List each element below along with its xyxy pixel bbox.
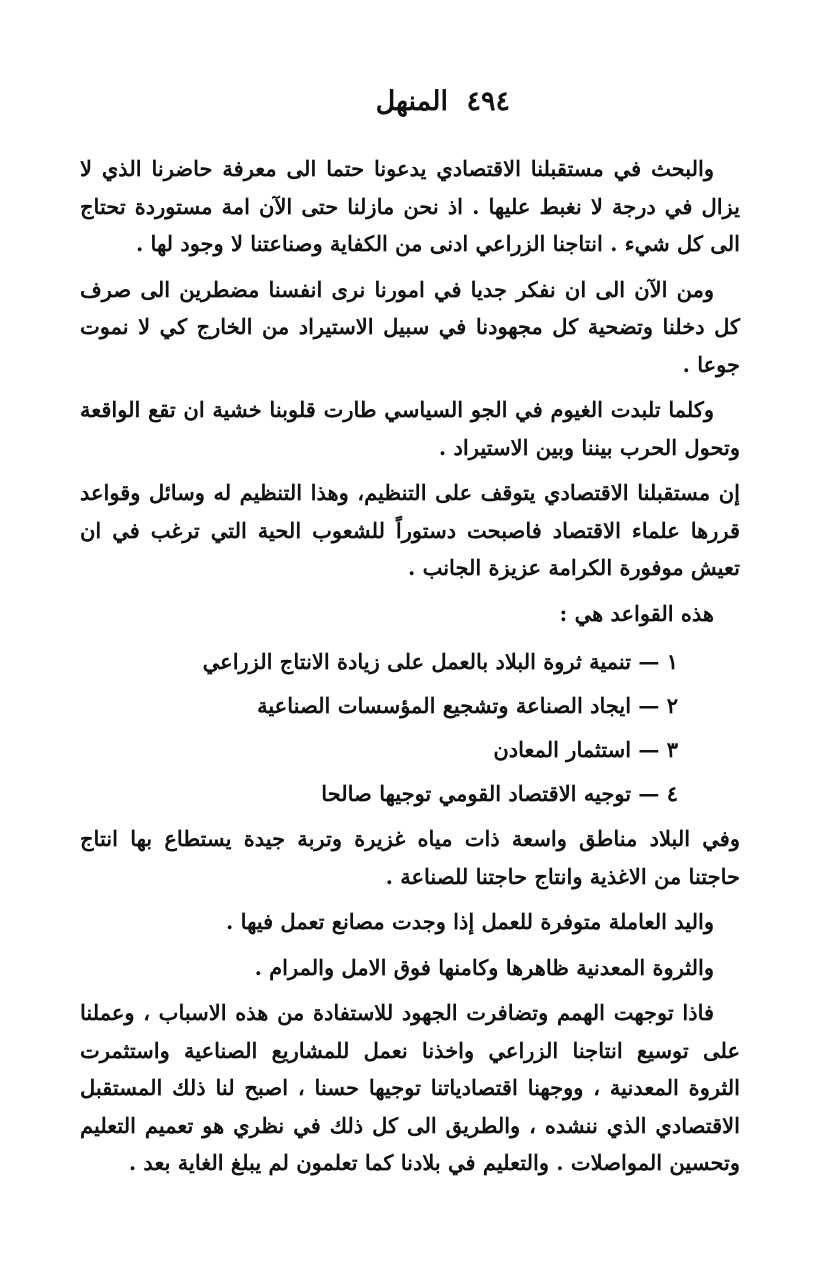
paragraph-present-economy: والبحث في مستقبلنا الاقتصادي يدعونا حتما الى معرفة حاضرنا الذي لا يزال في درجة لا نغبط عليها . اذ نحن مازلنا حتى الآن امة مستوردة تحتاج الى كل شيء . انتاجنا الزراعي ادنى من الكفاية وصناعتنا لا وجود لها .: [80, 156, 740, 256]
paragraph-war-fear: وكلما تلبدت الغيوم في الجو السياسي طارت قلوبنا خشية ان تقع الواقعة وتحول الحرب بيننا وبين الاستيراد .: [80, 397, 740, 460]
paragraph-import-dependence: ومن الآن الى ان نفكر جديا في امورنا نرى انفسنا مضطرين الى صرف كل دخلنا وتضحية كل مجهودنا في سبيل الاستيراد من الخارج كي لا نموت جوعا .: [80, 276, 740, 377]
list-item: ٣ — استثمار المعادن: [493, 737, 678, 762]
list-item: ١ — تنمية ثروة البلاد بالعمل على زيادة الانتاج الزراعي: [202, 649, 678, 674]
list-item: ٤ — توجيه الاقتصاد القومي توجيها صالحا: [321, 781, 678, 806]
page-number: ٤٩٤: [466, 86, 510, 117]
paragraph-organization: إن مستقبلنا الاقتصادي يتوقف على التنظيم، وهذا التنظيم له وسائل وقواعد قررها علماء الاقتصاد فاصبحت دستوراً للشعوب الحية التي ترغب في ان تعيش موفورة الكرامة عزيزة الجانب .: [80, 480, 740, 580]
list-intro: هذه القواعد هي :: [559, 600, 714, 626]
page-header: [0, 82, 826, 122]
paragraph-labor: واليد العاملة متوفرة للعمل إذا وجدت مصانع تعمل فيها .: [226, 909, 714, 934]
paragraph-minerals: والثروة المعدنية ظاهرها وكامنها فوق الامل والمرام .: [254, 954, 714, 980]
article-body: [80, 150, 740, 1190]
list-item: ٢ — ايجاد الصناعة وتشجيع المؤسسات الصناعية: [257, 693, 678, 718]
running-title: المنهل: [375, 86, 448, 117]
rules-list: [80, 640, 740, 816]
paragraph-conclusion: فاذا توجهت الهمم وتضافرت الجهود للاستفادة من هذه الاسباب ، وعملنا على توسيع انتاجنا الزراعي واخذنا نعمل للمشاريع الصناعية واستثمرت الثروة المعدنية ، ووجهنا اقتصادياتنا توجيها حسنا ، اصبح لنا ذلك المستقبل الاقتصادي الذي ننشده ، والطريق الى كل ذلك في نظري هو تعميم التعليم وتحسين المواصلات . والتعليم في بلادنا كما تعلمون لم يبلغ الغاية بعد .: [80, 1000, 740, 1175]
paragraph-resources: وفي البلاد مناطق واسعة ذات مياه غزيرة وتربة جيدة يستطاع بها انتاج حاجتنا من الاغذية وانتاج حاجتنا للصناعة .: [80, 826, 740, 889]
